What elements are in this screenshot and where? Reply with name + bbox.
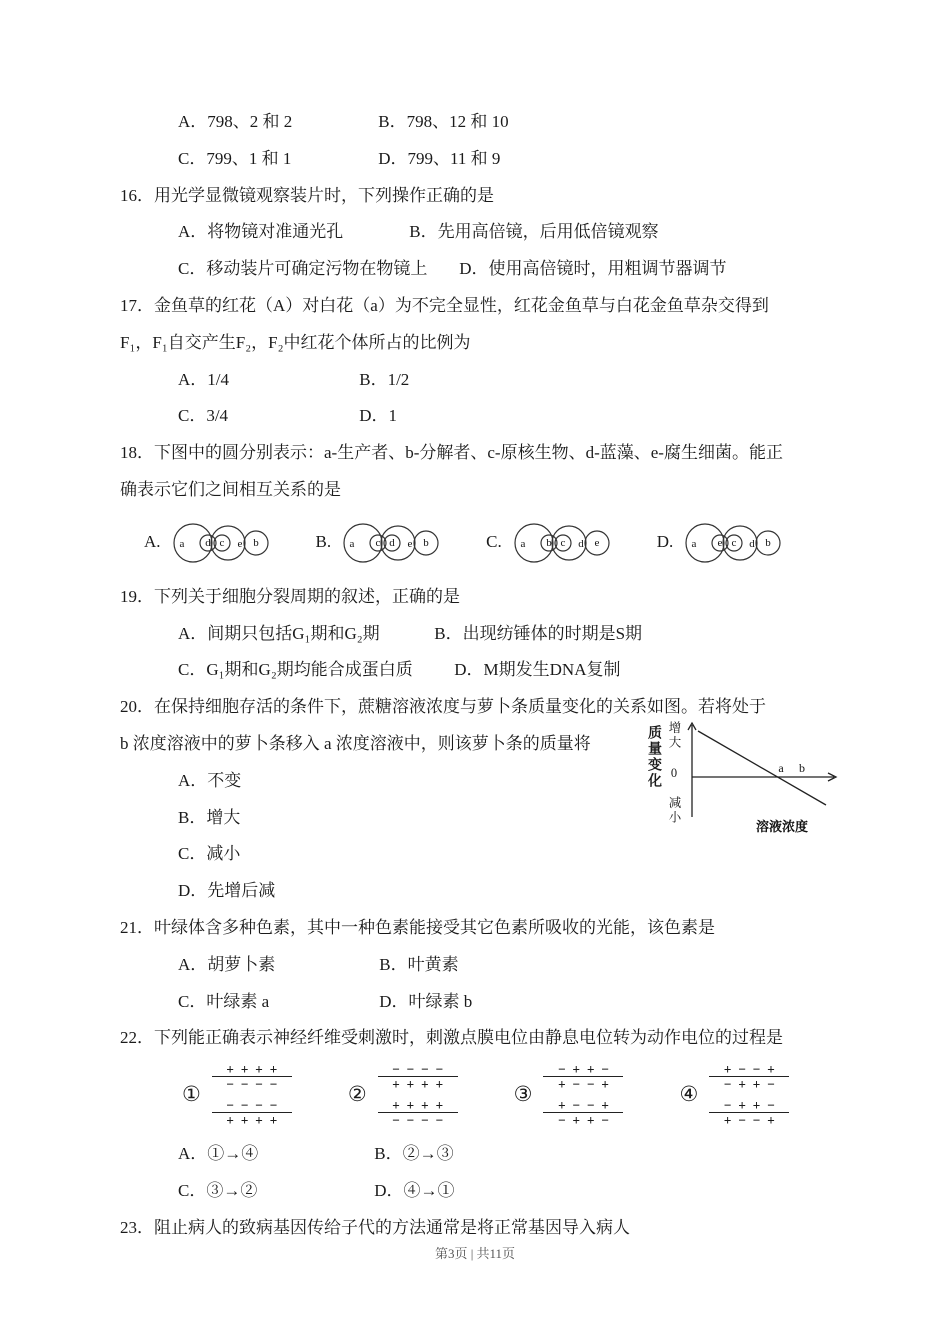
question-17: [120, 294, 840, 428]
question-stem-line2: F₁，F₁自交产生F₂，F₂中红花个体所占的比例为: [120, 332, 471, 352]
venn-options-row: [144, 515, 840, 569]
membrane-diagram-3: [514, 1063, 626, 1126]
question-16: [120, 184, 840, 281]
set-label: d: [204, 536, 211, 549]
option-letter: B.: [315, 531, 332, 551]
charge-row: + − − +: [558, 1098, 609, 1113]
charge-row: + − − +: [724, 1113, 775, 1128]
set-label: c: [731, 536, 737, 549]
set-label: d: [577, 537, 584, 550]
x-axis-title: 溶液浓度: [755, 819, 809, 835]
option-c: C．③→②: [178, 1180, 258, 1200]
venn-diagram-a: [164, 515, 282, 569]
question-19: [120, 585, 840, 682]
option-d: D．叶绿素 b: [379, 991, 473, 1011]
options-row: [178, 953, 840, 977]
option-b: B．先用高倍镜，后用低倍镜观察: [409, 222, 659, 242]
set-label: e: [594, 536, 600, 549]
venn-option-b: [316, 515, 453, 569]
options-row: [178, 1142, 840, 1166]
question-stem: 21．叶绿体含多种色素，其中一种色素能接受其它色素所吸收的光能，该色素是: [120, 917, 715, 937]
set-label: e: [407, 537, 413, 550]
set-label: c: [375, 536, 381, 549]
option-c: C．3/4: [178, 406, 229, 426]
set-label: e: [717, 536, 723, 549]
question-21: [120, 916, 840, 1013]
diagram-number: ①: [182, 1082, 201, 1107]
set-label: d: [749, 537, 755, 550]
diagram-number: ③: [513, 1082, 533, 1107]
membrane-charges: [707, 1063, 791, 1126]
set-label: a: [349, 537, 355, 550]
question-stem-line1: 20．在保持细胞存活的条件下，蔗糖溶液浓度与萝卜条质量变化的关系如图。若将处于: [120, 697, 766, 717]
q20-figure: [643, 717, 844, 839]
question-23: [120, 1216, 840, 1240]
option-a: A．不变: [178, 770, 242, 790]
membrane-diagram-1: [182, 1063, 294, 1126]
y-axis-title: 质量变化: [646, 725, 661, 790]
venn-diagram-c: [505, 515, 623, 569]
venn-option-c: [486, 515, 623, 569]
venn-option-a: [144, 515, 282, 569]
options-row: [178, 990, 840, 1014]
set-label: e: [237, 537, 242, 550]
option-letter: A.: [144, 531, 161, 551]
option-d: D．1: [359, 406, 398, 426]
charge-row: + + + +: [392, 1098, 443, 1113]
set-label: d: [389, 536, 395, 549]
option-d: D．④→①: [374, 1180, 455, 1200]
option-a: A．①→④: [178, 1144, 259, 1164]
venn-diagram-d: [676, 515, 794, 569]
diagram-number: ④: [679, 1082, 699, 1107]
option-a: A．胡萝卜素: [178, 954, 276, 974]
charge-row: + + + +: [226, 1113, 278, 1128]
option-c: C．G₁期和G₂期均能合成蛋白质: [178, 660, 413, 680]
charge-row: − + + −: [558, 1113, 609, 1128]
question-stem: 23．阻止病人的致病基因传给子代的方法通常是将正常基因导入病人: [120, 1217, 630, 1237]
question-22: [120, 1026, 840, 1202]
question-15-options: [120, 110, 840, 171]
question-stem: 22．下列能正确表示神经纤维受刺激时，刺激点膜电位由静息电位转为动作电位的过程是: [120, 1028, 783, 1048]
option-c: C．799、1 和 1: [178, 148, 292, 168]
question-20: [120, 695, 840, 903]
membrane-diagrams-row: [182, 1063, 840, 1126]
set-label: a: [520, 537, 526, 550]
question-18: [120, 441, 840, 569]
set-label: a: [691, 537, 697, 550]
option-d: D．先增后减: [178, 881, 276, 901]
charge-row: + − − +: [724, 1062, 775, 1077]
y-axis-ticks: [665, 717, 683, 825]
option-d: D．799、11 和 9: [378, 148, 501, 168]
set-label: b: [423, 536, 429, 549]
charge-row: − − − −: [226, 1077, 278, 1092]
y-tick-decrease: 减小: [667, 796, 681, 826]
membrane-charges: [541, 1063, 625, 1126]
options-row: [178, 404, 840, 428]
option-b: B．增大: [178, 807, 241, 827]
options-row: [178, 368, 840, 392]
option-b: B．出现纺锤体的时期是S期: [434, 623, 643, 643]
y-tick-increase: 增大: [667, 721, 681, 751]
option-c: C．叶绿素 a: [178, 991, 270, 1011]
option-a: A．1/4: [178, 369, 229, 389]
options-row: [178, 658, 840, 682]
options-row: [178, 220, 840, 244]
option-d: D．M期发生DNA复制: [454, 660, 621, 680]
set-label: b: [545, 536, 552, 549]
data-line: [698, 731, 826, 805]
question-stem-line1: 17．金鱼草的红花（A）对白花（a）为不完全显性，红花金鱼草与白花金鱼草杂交得到: [120, 295, 769, 315]
question-stem-line2: b 浓度溶液中的萝卜条移入 a 浓度溶液中，则该萝卜条的质量将: [120, 733, 591, 753]
set-label: b: [252, 536, 259, 549]
charge-row: − + + −: [724, 1077, 775, 1092]
membrane-diagram-2: [348, 1063, 460, 1126]
concentration-mass-chart: [684, 717, 844, 839]
option-letter: C.: [486, 531, 502, 551]
question-stem: 19．下列关于细胞分裂周期的叙述，正确的是: [120, 586, 460, 606]
charge-row: − − − −: [226, 1098, 278, 1113]
option-b: B．②→③: [374, 1144, 454, 1164]
option-a: A．将物镜对准通光孔: [178, 222, 344, 242]
option-b: B．叶黄素: [379, 954, 459, 974]
options-row: [178, 110, 840, 134]
option-letter: D.: [656, 531, 674, 551]
question-stem: 16．用光学显微镜观察装片时，下列操作正确的是: [120, 185, 494, 205]
diagram-number: ②: [347, 1082, 367, 1107]
charge-row: + + + +: [226, 1062, 278, 1077]
option-b: B．798、12 和 10: [378, 112, 509, 131]
charge-row: + − − +: [558, 1077, 609, 1092]
set-label: a: [179, 537, 184, 550]
point-b-label: b: [799, 761, 805, 776]
option-b: B．1/2: [359, 369, 410, 389]
set-label: b: [765, 536, 771, 549]
membrane-diagram-4: [679, 1063, 791, 1126]
option-a: A．间期只包括G₁期和G₂期: [178, 623, 380, 643]
set-label: c: [560, 536, 566, 549]
option-c: C．移动装片可确定污物在物镜上: [178, 259, 428, 279]
option-d: D．使用高倍镜时，用粗调节器调节: [459, 259, 727, 279]
page-footer: 第3页 | 共11页: [434, 1246, 516, 1261]
option-a: A．798、2 和 2: [178, 112, 293, 131]
charge-row: − − − −: [392, 1062, 443, 1077]
options-row: [178, 257, 840, 281]
charge-row: − + + −: [724, 1098, 775, 1113]
charge-row: − − − −: [392, 1113, 443, 1128]
membrane-charges: [376, 1063, 460, 1126]
question-stem-line2: 确表示它们之间相互关系的是: [120, 479, 341, 499]
charge-row: + + + +: [392, 1077, 443, 1092]
options-row: [178, 622, 840, 646]
membrane-charges: [210, 1063, 294, 1126]
y-tick-zero: 0: [670, 765, 678, 780]
options-row: [178, 1179, 840, 1203]
charge-row: − + + −: [558, 1062, 609, 1077]
question-stem-line1: 18．下图中的圆分别表示：a-生产者、b-分解者、c-原核生物、d-蓝藻、e-腐生细菌。能正: [120, 443, 783, 463]
set-label: c: [219, 536, 224, 549]
option-c: C．减小: [178, 844, 241, 864]
venn-diagram-b: [334, 515, 452, 569]
point-a-label: a: [778, 761, 784, 776]
options-row: [178, 147, 840, 171]
venn-option-d: [657, 515, 795, 569]
